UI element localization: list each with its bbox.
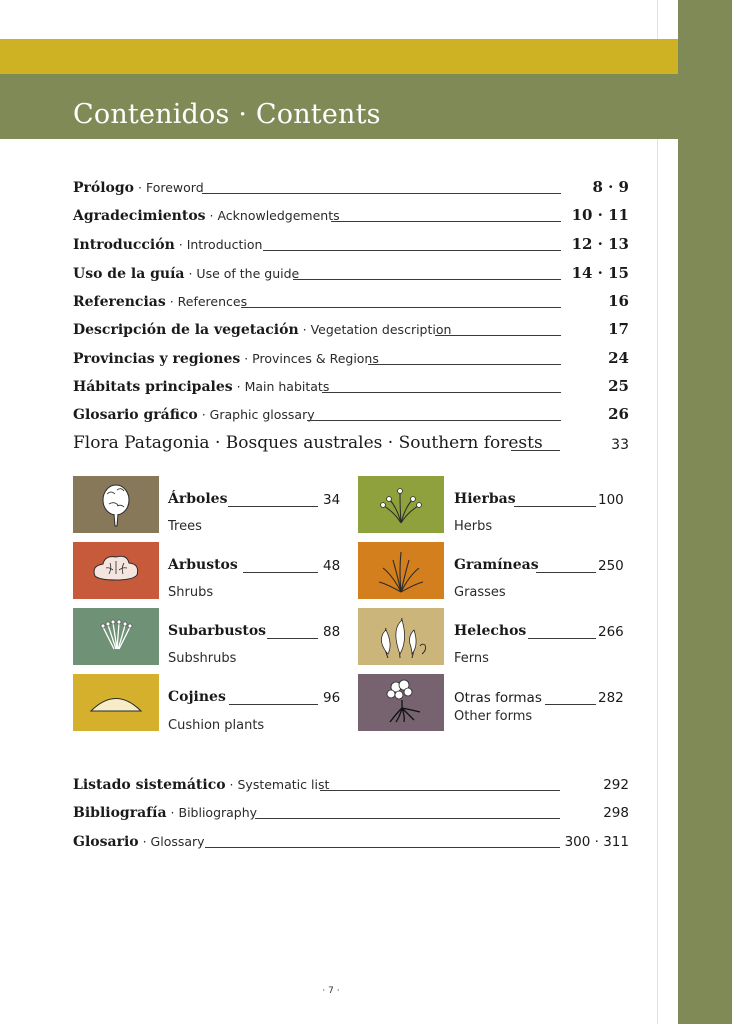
toc-entry-acknowledgements[interactable] (73, 202, 629, 226)
toc-separator: · (205, 208, 218, 223)
page-folio: · 7 · (322, 986, 340, 996)
category-sub-shrubs: Shrubs (168, 585, 214, 600)
toc-en-label: Introduction (186, 237, 263, 252)
toc-leader-line (320, 790, 560, 791)
category-name-herbs[interactable]: Hierbas (454, 491, 516, 507)
toc-es-label: Glosario gráfico (73, 407, 198, 423)
side-color-band (678, 0, 732, 1024)
category-leader-line (267, 638, 318, 639)
toc-entry-graphic-glossary[interactable] (73, 401, 629, 425)
header-yellow-band (0, 39, 678, 74)
toc-entry-flora-patagonia[interactable] (73, 429, 629, 455)
category-leader-line (514, 506, 596, 507)
toc-entry-provinces-regions[interactable] (73, 345, 629, 369)
toc-leader-line (307, 420, 561, 421)
herb-icon[interactable] (358, 476, 444, 533)
toc-leader-line (202, 193, 561, 194)
toc-en-label: Glossary (150, 834, 205, 849)
toc-es-label: Agradecimientos (73, 208, 206, 224)
toc-separator: · (166, 805, 179, 820)
toc-en-label: Provinces & Regions (252, 351, 379, 366)
category-leader-line (243, 572, 318, 573)
toc-leader-line (263, 250, 561, 251)
toc-en-label: Acknowledgements (217, 208, 340, 223)
toc-page-number: 17 (608, 320, 629, 338)
category-leader-line (528, 638, 596, 639)
category-sub-other-forms: Other forms (454, 709, 533, 724)
toc-page-number: 300 · 311 (564, 834, 629, 850)
toc-en-label: Use of the guide (196, 266, 300, 281)
toc-separator: · (138, 834, 151, 849)
toc-es-label: Descripción de la vegetación (73, 322, 299, 338)
category-page-shrubs: 48 (323, 558, 341, 574)
toc-page-number: 12 · 13 (571, 235, 629, 253)
toc-page-number: 33 (611, 437, 629, 453)
toc-page-number: 14 · 15 (571, 264, 629, 282)
category-sub-herbs: Herbs (454, 519, 493, 534)
toc-en-label: Graphic glossary (209, 407, 315, 422)
toc-leader-line (241, 307, 561, 308)
toc-page-number: 16 (608, 292, 629, 310)
category-name-trees[interactable]: Árboles (168, 491, 228, 507)
toc-entry-foreword[interactable] (73, 174, 629, 198)
category-name-cushions[interactable]: Cojines (168, 689, 226, 705)
toc-page-number: 298 (603, 805, 629, 821)
toc-es-label: Listado sistemático (73, 777, 226, 793)
toc-flora-title: Flora Patagonia · Bosques australes · Southern forests (73, 433, 543, 453)
toc-leader-line (293, 279, 561, 280)
toc-es-label: Introducción (73, 237, 175, 253)
toc-entry-glossary[interactable] (73, 828, 629, 852)
toc-leader-line (205, 847, 560, 848)
toc-entry-use-of-guide[interactable] (73, 260, 629, 284)
toc-separator: · (232, 379, 245, 394)
shrub-icon[interactable] (73, 542, 159, 599)
toc-separator: · (165, 294, 178, 309)
toc-separator: · (298, 322, 311, 337)
toc-en-label: Foreword (145, 180, 204, 195)
category-page-cushions: 96 (323, 690, 341, 706)
toc-page-number: 292 (603, 777, 629, 793)
toc-es-label: Provincias y regiones (73, 351, 241, 367)
cushion-icon[interactable] (73, 674, 159, 731)
toc-leader-line (511, 450, 560, 451)
toc-page-number: 8 · 9 (592, 178, 629, 196)
fern-icon[interactable] (358, 608, 444, 665)
page-title: Contenidos · Contents (73, 99, 381, 130)
category-sub-trees: Trees (168, 519, 202, 534)
grass-icon[interactable] (358, 542, 444, 599)
toc-leader-line (368, 364, 561, 365)
toc-leader-line (255, 818, 560, 819)
toc-entry-main-habitats[interactable] (73, 373, 629, 397)
toc-entry-systematic-list[interactable] (73, 771, 629, 795)
tree-icon[interactable] (73, 476, 159, 533)
category-leader-line (545, 704, 596, 705)
category-sub-grasses: Grasses (454, 585, 506, 600)
toc-leader-line (322, 392, 561, 393)
toc-es-label: Uso de la guía (73, 266, 185, 282)
category-sub-subshrubs: Subshrubs (168, 651, 237, 666)
toc-separator: · (134, 180, 146, 195)
toc-en-label: Vegetation description (310, 322, 452, 337)
toc-entry-vegetation-description[interactable] (73, 316, 629, 340)
toc-page-number: 26 (608, 405, 629, 423)
category-leader-line (229, 704, 318, 705)
toc-entry-introduction[interactable] (73, 231, 629, 255)
toc-es-label: Referencias (73, 294, 166, 310)
category-sub-ferns: Ferns (454, 651, 489, 666)
category-page-grasses: 250 (598, 558, 624, 574)
toc-separator: · (197, 407, 210, 422)
toc-leader-line (331, 221, 561, 222)
toc-separator: · (174, 237, 187, 252)
toc-leader-line (435, 335, 561, 336)
category-page-trees: 34 (323, 492, 341, 508)
category-page-ferns: 266 (598, 624, 624, 640)
toc-page-number: 10 · 11 (571, 206, 629, 224)
toc-es-label: Glosario (73, 834, 139, 850)
other-forms-icon[interactable] (358, 674, 444, 731)
toc-es-label: Prólogo (73, 180, 135, 196)
toc-en-label: Main habitats (244, 379, 330, 394)
toc-separator: · (225, 777, 238, 792)
toc-separator: · (240, 351, 253, 366)
category-name-other-forms[interactable]: Otras formas (454, 690, 542, 706)
category-name-subshrubs[interactable]: Subarbustos (168, 623, 267, 639)
category-leader-line (536, 572, 596, 573)
toc-page-number: 24 (608, 349, 629, 367)
toc-en-label: References (177, 294, 248, 309)
toc-entry-references[interactable] (73, 288, 629, 312)
subshrub-icon[interactable] (73, 608, 159, 665)
category-name-grasses[interactable]: Gramíneas (454, 557, 539, 573)
toc-es-label: Hábitats principales (73, 379, 233, 395)
toc-separator: · (184, 266, 197, 281)
category-name-ferns[interactable]: Helechos (454, 623, 527, 639)
toc-es-label: Bibliografía (73, 805, 167, 821)
category-page-herbs: 100 (598, 492, 624, 508)
category-name-shrubs[interactable]: Arbustos (168, 557, 238, 573)
toc-en-label: Bibliography (178, 805, 258, 820)
category-page-other-forms: 282 (598, 690, 624, 706)
page-edge-line (657, 0, 658, 1024)
toc-page-number: 25 (608, 377, 629, 395)
toc-en-label: Systematic list (237, 777, 330, 792)
category-sub-cushions: Cushion plants (168, 718, 265, 733)
toc-entry-bibliography[interactable] (73, 799, 629, 823)
category-page-subshrubs: 88 (323, 624, 341, 640)
category-leader-line (228, 506, 318, 507)
